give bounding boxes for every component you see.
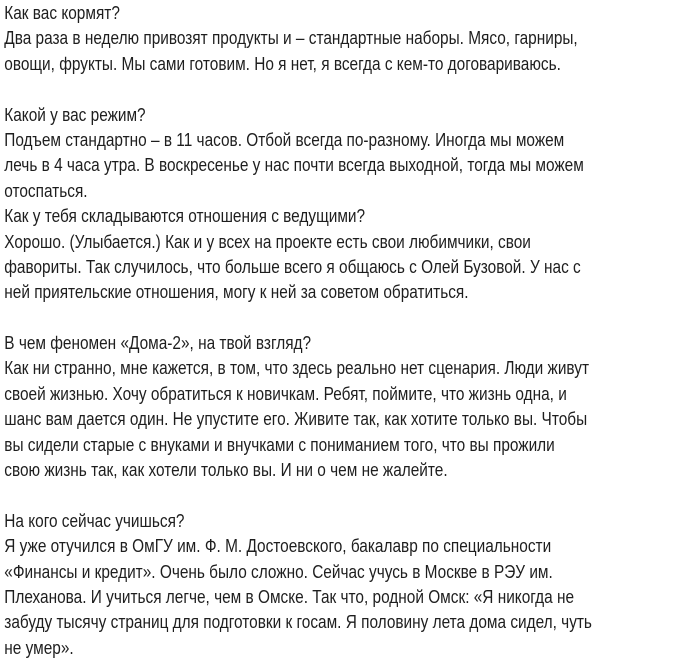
answer-line: забуду тысячу страниц для подготовки к госам. Я половину лета дома сидел, чуть	[4, 612, 592, 633]
answer-line: Я уже отучился в ОмГУ им. Ф. М. Достоевского, бакалавр по специальности	[4, 536, 552, 557]
question-food: Как вас кормят?	[4, 3, 120, 23]
answer-line: лечь в 4 часа утра. В воскресенье у нас почти всегда выходной, тогда мы можем	[4, 155, 584, 176]
question-hosts: Как у тебя складываются отношения с ведущими?	[4, 206, 366, 227]
answer-line: свою жизнь так, как хотели только вы. И ни о чем не жалейте.	[4, 460, 448, 481]
paragraph-spacer	[4, 483, 688, 508]
paragraph-spacer	[4, 306, 688, 331]
answer-line: вы сидели старые с внуками и внучками с пониманием того, что вы прожили	[4, 434, 555, 455]
answer-line: фавориты. Так случилось, что больше всего я общаюсь с Олей Бузовой. У нас с	[4, 256, 581, 277]
answer-line: Плеханова. И учиться легче, чем в Омске. Так что, родной Омск: «Я никогда не	[4, 586, 575, 607]
question-study: На кого сейчас учишься?	[4, 510, 185, 531]
answer-line: шанс вам дается один. Не упустите его. Живите так, как хотите только вы. Чтобы	[4, 409, 588, 430]
answer-line: своей жизнью. Хочу обратиться к новичкам. Ребят, поймите, что жизнь одна, и	[4, 383, 567, 404]
answer-line: отоспаться.	[4, 180, 88, 201]
answer-line: Как ни странно, мне кажется, в том, что здесь реально нет сценария. Люди живут	[4, 358, 590, 379]
answer-line: Два раза в неделю привозят продукты и – стандартные наборы. Мясо, гарниры,	[4, 28, 578, 49]
answer-line: Хорошо. (Улыбается.) Как и у всех на проекте есть свои любимчики, свои	[4, 231, 531, 252]
question-phenomenon: В чем феномен «Дома-2», на твой взгляд?	[4, 333, 312, 354]
answer-line: «Финансы и кредит». Очень было сложно. Сейчас учусь в Москве в РЭУ им.	[4, 561, 553, 582]
question-schedule: Какой у вас режим?	[4, 104, 146, 125]
answer-line: овощи, фрукты. Мы сами готовим. Но я нет, я всегда с кем-то договариваюсь.	[4, 53, 561, 74]
answer-line: ней приятельские отношения, могу к ней за советом обратиться.	[4, 282, 469, 303]
paragraph-spacer	[4, 77, 688, 102]
answer-line: не умер».	[4, 637, 74, 658]
answer-line: Подъем стандартно – в 11 часов. Отбой всегда по-разному. Иногда мы можем	[4, 129, 565, 150]
